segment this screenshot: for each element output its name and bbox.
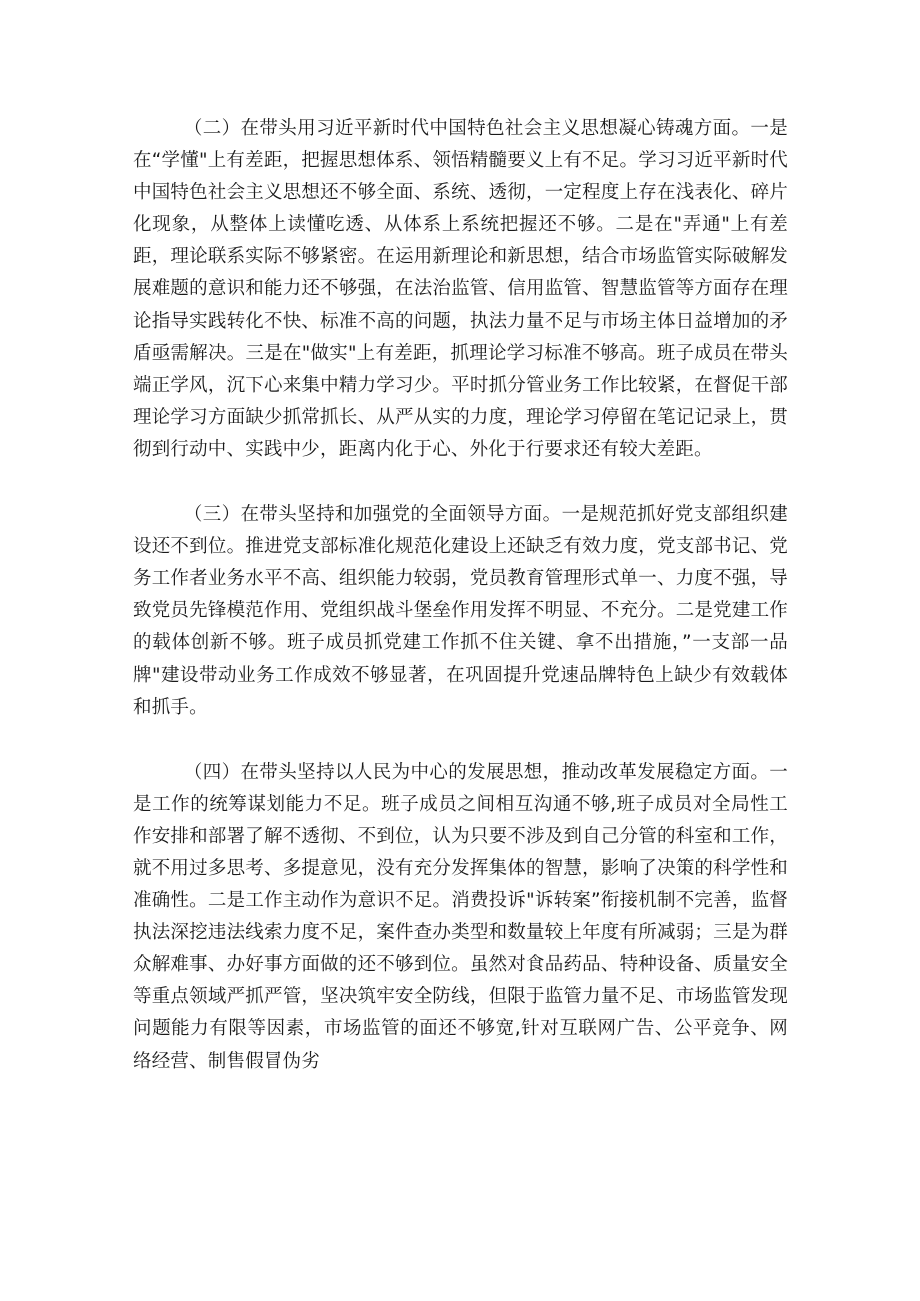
paragraph-section-four: （四）在带头坚持以人民为中心的发展思想，推动改革发展稳定方面。一是工作的统筹谋划能力不足。班子成员之间相互沟通不够,班子成员对全局性工作安排和部署了解不透彻、不到位，认为只要不涉及到自己分管的科室和工作，就不用过多思考、多提意见，没有充分发挥集体的智慧，影响了决策的科学性和准确性。二是工作主动作为意识不足。消费投诉"诉转案”衔接机制不完善，监督执法深挖违法线索力度不足，案件查办类型和数量较上年度有所减弱；三是为群众解难事、办好事方面做的还不够到位。虽然对食品药品、特种设备、质量安全等重点领域严抓严管，坚决筑牢安全防线，但限于监管力量不足、市场监管发现问题能力有限等因素，市场监管的面还不够宽,针对互联网广告、公平竞争、网络经营、制售假冒伪劣 [133,761,788,1072]
paragraph-section-three: （三）在带头坚持和加强党的全面领导方面。一是规范抓好党支部组织建设还不到位。推进党支部标准化规范化建设上还缺乏有效力度，党支部书记、党务工作者业务水平不高、组织能力较弱，党员教育管理形式单一、力度不强，导致党员先锋模范作用、党组织战斗堡垒作用发挥不明显、不充分。二是党建工作的载体创新不够。班子成员抓党建工作抓不住关键、拿不出措施，”一支部一品牌"建设带动业务工作成效不够显著，在巩固提升党速品牌特色上缺少有效载体和抓手。 [133,504,788,718]
document-body [133,113,788,1078]
paragraph-section-two: （二）在带头用习近平新时代中国特色社会主义思想凝心铸魂方面。一是在“学懂"上有差距，把握思想体系、领悟精髓要义上有不足。学习习近平新时代中国特色社会主义思想还不够全面、系统、透彻，一定程度上存在浅表化、碎片化现象，从整体上读懂吃透、从体系上系统把握还不够。二是在"弄通"上有差距，理论联系实际不够紧密。在运用新理论和新思想，结合市场监管实际破解发展难题的意识和能力还不够强，在法治监管、信用监管、智慧监管等方面存在理论指导实践转化不快、标准不高的问题，执法力量不足与市场主体日益增加的矛盾亟需解决。三是在"做实"上有差距，抓理论学习标准不够高。班子成员在带头端正学风，沉下心来集中精力学习少。平时抓分管业务工作比较紧，在督促干部理论学习方面缺少抓常抓长、从严从实的力度，理论学习停留在笔记记录上，贯彻到行动中、实践中少，距离内化于心、外化于行要求还有较大差距。 [133,118,788,460]
